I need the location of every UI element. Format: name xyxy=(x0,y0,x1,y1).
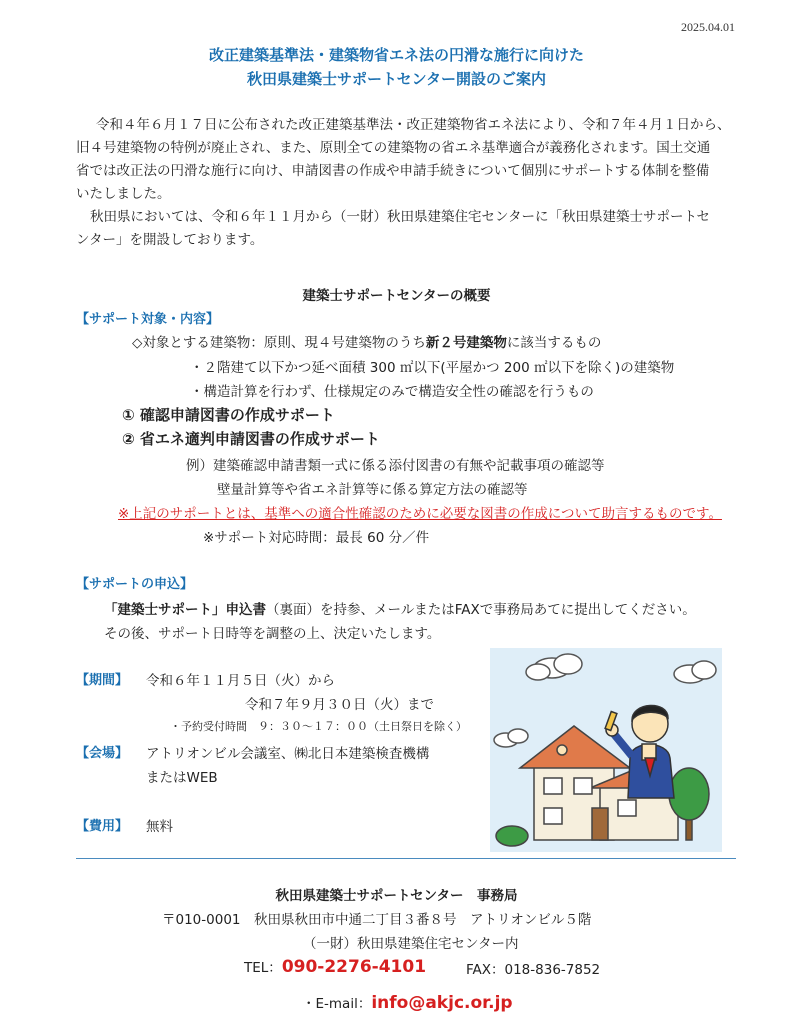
cost-value: 無料 xyxy=(146,819,173,835)
support-item-2: ② 省エネ適判申請図書の作成サポート xyxy=(122,430,380,448)
architect-house-illustration xyxy=(490,648,722,852)
title-line-1: 改正建築基準法・建築物省エネ法の円滑な施行に向けた xyxy=(208,46,584,64)
venue-label: 【会場】 xyxy=(76,746,129,761)
target-prefix: ◇対象とする建築物：原則、現４号建築物のうち xyxy=(132,335,426,351)
office-address: 〒010-0001 秋田県秋田市中通二丁目３番８号 アトリオンビル５階 xyxy=(162,912,592,928)
application-form-name: 「建築士サポート」申込書 xyxy=(104,602,266,618)
tel-label: TEL： xyxy=(244,960,282,976)
support-section-heading: 【サポート対象・内容】 xyxy=(76,312,220,327)
tel-number[interactable]: 090-2276-4101 xyxy=(281,957,427,977)
intro-line: いたしました。 xyxy=(76,186,171,202)
example-line-2: 壁量計算等や省エネ計算等に係る算定方法の確認等 xyxy=(217,482,528,498)
overview-heading: 建築士サポートセンターの概要 xyxy=(302,288,491,304)
support-hours: ※サポート対応時間：最長 60 分／件 xyxy=(203,530,430,546)
fax-number: FAX：018-836-7852 xyxy=(466,962,601,978)
intro-line: ンター」を開設しております。 xyxy=(76,232,264,248)
advice-note: ※上記のサポートとは、基準への適合性確認のために必要な図書の作成について助言するものです。 xyxy=(118,506,722,522)
intro-line: 秋田県においては、令和６年１１月から（一財）秋田県建築住宅センターに「秋田県建築士サポートセ xyxy=(90,209,711,225)
issue-date: 2025.04.01 xyxy=(681,20,735,34)
venue-line-2: またはWEB xyxy=(146,770,218,786)
email-line xyxy=(302,992,513,1013)
target-bullet-1: ・２階建て以下かつ延べ面積 300 ㎡以下(平屋かつ 200 ㎡以下を除く)の建築物 xyxy=(190,360,675,376)
office-organization: （一財）秋田県建築住宅センター内 xyxy=(303,936,519,952)
target-suffix: に該当するもの xyxy=(506,335,602,351)
email-label: ・E-mail： xyxy=(302,996,372,1012)
reception-hours: ・予約受付時間 ９：３０～１７：００（土日祭日を除く） xyxy=(170,720,467,733)
email-address-link[interactable]: info@akjc.or.jp xyxy=(371,993,513,1013)
period-from: 令和６年１１月５日（火）から xyxy=(146,673,335,689)
application-heading: 【サポートの申込】 xyxy=(76,577,194,592)
intro-line: 旧４号建築物の特例が廃止され、また、原則全ての建築物の省エネ基準適合が義務化されます。国土交通 xyxy=(76,140,711,156)
target-bold: 新２号建築物 xyxy=(425,335,507,351)
tel-line xyxy=(244,956,426,977)
office-name: 秋田県建築士サポートセンター 事務局 xyxy=(275,888,518,904)
cost-label: 【費用】 xyxy=(76,819,129,834)
application-line-1 xyxy=(104,598,696,618)
support-item-1: ① 確認申請図書の作成サポート xyxy=(122,406,335,424)
footer-divider xyxy=(76,858,736,859)
title-line-2: 秋田県建築士サポートセンター開設のご案内 xyxy=(247,70,546,88)
intro-line: 省では改正法の円滑な施行に向け、申請図書の作成や申請手続きについて個別にサポートする体制を整備 xyxy=(76,163,710,179)
venue-line-1: アトリオンビル会議室、㈱北日本建築検査機構 xyxy=(146,746,430,762)
target-bullet-2: ・構造計算を行わず、仕様規定のみで構造安全性の確認を行うもの xyxy=(190,384,594,400)
example-line-1: 例）建築確認申請書類一式に係る添付図書の有無や記載事項の確認等 xyxy=(186,458,605,474)
intro-line: 令和４年６月１７日に公布された改正建築基準法・改正建築物省エネ法により、令和７年４月１日から、 xyxy=(96,117,731,133)
application-line-1-rest: （裏面）を持参、メールまたはFAXで事務局あてに提出してください。 xyxy=(266,602,696,618)
target-building-line xyxy=(132,331,601,351)
application-line-2: その後、サポート日時等を調整の上、決定いたします。 xyxy=(104,626,441,642)
period-to: 令和７年９月３０日（火）まで xyxy=(245,697,434,713)
period-label: 【期間】 xyxy=(76,673,129,688)
